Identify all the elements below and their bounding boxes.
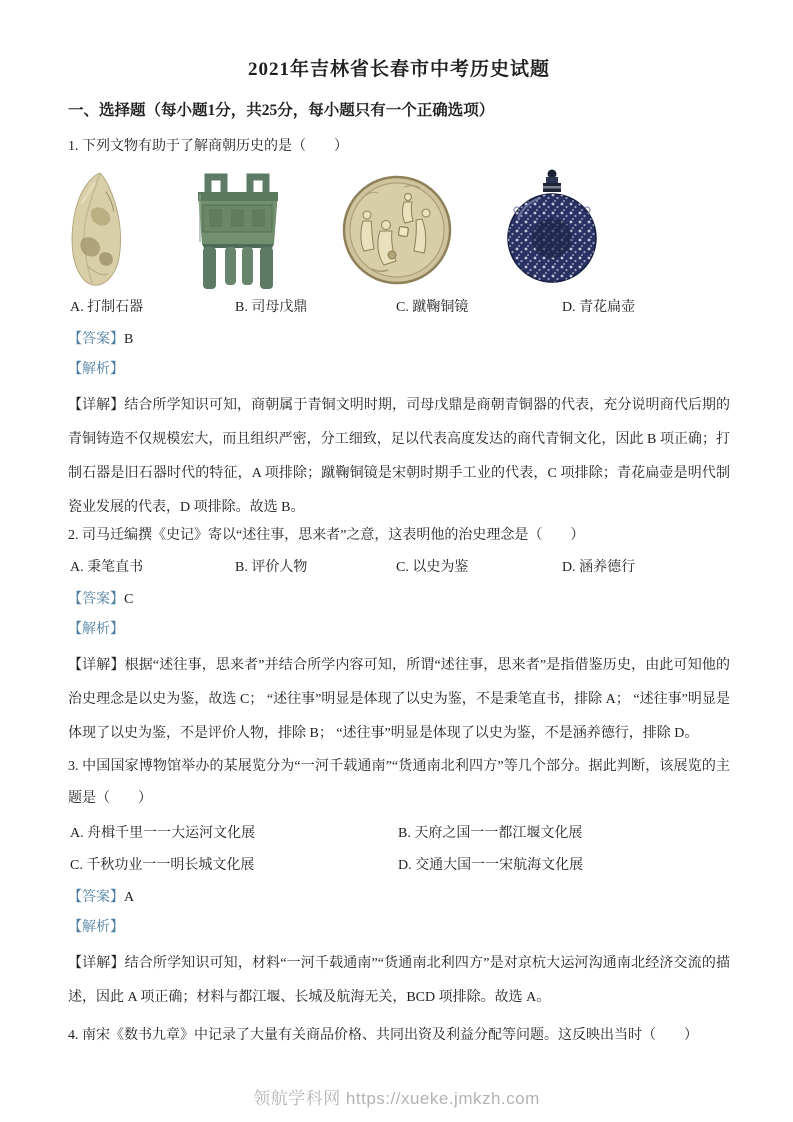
question-3-answer-value: A <box>124 890 135 905</box>
question-1-answer-value: B <box>124 332 134 347</box>
question-3-option-b: B. 天府之国一一都江堰文化展 <box>398 826 583 841</box>
cuju-bronze-mirror-icon <box>342 169 452 291</box>
blue-and-white-flask-icon <box>506 166 598 294</box>
question-2-options <box>68 557 730 579</box>
question-2-answer-line <box>68 589 730 611</box>
simuwu-ding-icon <box>188 172 288 290</box>
question-3-option-c: C. 千秋功业一一明长城文化展 <box>70 858 255 873</box>
question-3-answer-line <box>68 887 730 909</box>
answer-label: 【答案】 <box>68 592 124 607</box>
question-2-answer-value: C <box>124 592 134 607</box>
answer-label: 【答案】 <box>68 890 124 905</box>
answer-label: 【答案】 <box>68 332 124 347</box>
question-2-option-a: A. 秉笔直书 <box>70 560 144 575</box>
question-1-artifact-images <box>68 168 730 294</box>
question-3-option-a: A. 舟楫千里一一大运河文化展 <box>70 826 256 841</box>
question-1-options <box>68 297 730 319</box>
exam-content <box>68 56 730 1057</box>
question-2-option-c: C. 以史为鉴 <box>396 560 469 575</box>
question-3-options-row-1 <box>68 823 730 845</box>
cuju-bronze-mirror-image <box>342 169 452 291</box>
question-1-option-d: D. 青花扁壶 <box>562 300 636 315</box>
analysis-label: 【解析】 <box>68 362 124 377</box>
question-2-analysis-line <box>68 619 730 641</box>
question-2-option-d: D. 涵养德行 <box>562 560 636 575</box>
chipped-stone-tool-icon <box>62 170 136 290</box>
footer-watermark: 领航学科网 https://xueke.jmkzh.com <box>253 1089 540 1108</box>
question-1-explanation: 【详解】结合所学知识可知，商朝属于青铜文明时期，司母戊鼎是商朝青铜器的代表，充分说明商代后期的青铜铸造不仅规模宏大，而且组织严密，分工细致，足以代表高度发达的商代青铜文化，因此 B 项正确；打制石器是旧石器时代的特征，A 项排除；蹴鞠铜镜是宋朝时期手工业的代表，C 项排除；青花扁壶是明代制瓷业发展的代表，D 项排除。故选 B。 <box>68 398 730 515</box>
section-heading: 一、选择题（每小题1分，共25分，每小题只有一个正确选项） <box>68 102 495 119</box>
blue-and-white-flask-image <box>506 166 598 294</box>
analysis-label: 【解析】 <box>68 622 124 637</box>
analysis-label: 【解析】 <box>68 920 124 935</box>
question-1-answer-line <box>68 329 730 351</box>
question-4-text: 4. 南宋《数书九章》中记录了大量有关商品价格、共同出资及利益分配等问题。这反映出当时（ ） <box>68 1028 698 1043</box>
question-3-option-d: D. 交通大国一一宋航海文化展 <box>398 858 584 873</box>
chipped-stone-tool-image <box>62 170 136 290</box>
question-1-text: 1. 下列文物有助于了解商朝历史的是（ ） <box>68 139 348 154</box>
question-3-text: 3. 中国国家博物馆举办的某展览分为“一河千载通南”“货通南北利四方”等几个部分。据此判断，该展览的主题是（ ） <box>68 759 730 806</box>
question-1-option-c: C. 蹴鞠铜镜 <box>396 300 469 315</box>
question-3-options-row-2 <box>68 855 730 877</box>
page-title: 2021年吉林省长春市中考历史试题 <box>247 59 550 80</box>
question-2-option-b: B. 评价人物 <box>235 560 308 575</box>
question-1-analysis-line <box>68 359 730 381</box>
question-2-explanation: 【详解】根据“述往事，思来者”并结合所学内容可知，所谓“述往事，思来者”是指借鉴历史，由此可知他的治史理念是以史为鉴，故选 C； “述往事”明显是体现了以史为鉴，不是秉笔直书，排除 A； “述往事”明显是体现了以史为鉴，不是评价人物，排除 B； “述往事”明显是体现了以史为鉴，不是涵养德行，排除 D。 <box>68 658 730 741</box>
question-1-option-b: B. 司母戊鼎 <box>235 300 308 315</box>
question-3-explanation: 【详解】结合所学知识可知，材料“一河千载通南”“货通南北利四方”是对京杭大运河沟通南北经济交流的描述，因此 A 项正确；材料与都江堰、长城及航海无关，BCD 项排除。故选 A。 <box>68 956 730 1005</box>
question-2-text: 2. 司马迁编撰《史记》寄以“述往事，思来者”之意，这表明他的治史理念是（ ） <box>68 528 585 543</box>
question-3-analysis-line <box>68 917 730 939</box>
question-1-option-a: A. 打制石器 <box>70 300 144 315</box>
simuwu-ding-image <box>188 172 288 290</box>
